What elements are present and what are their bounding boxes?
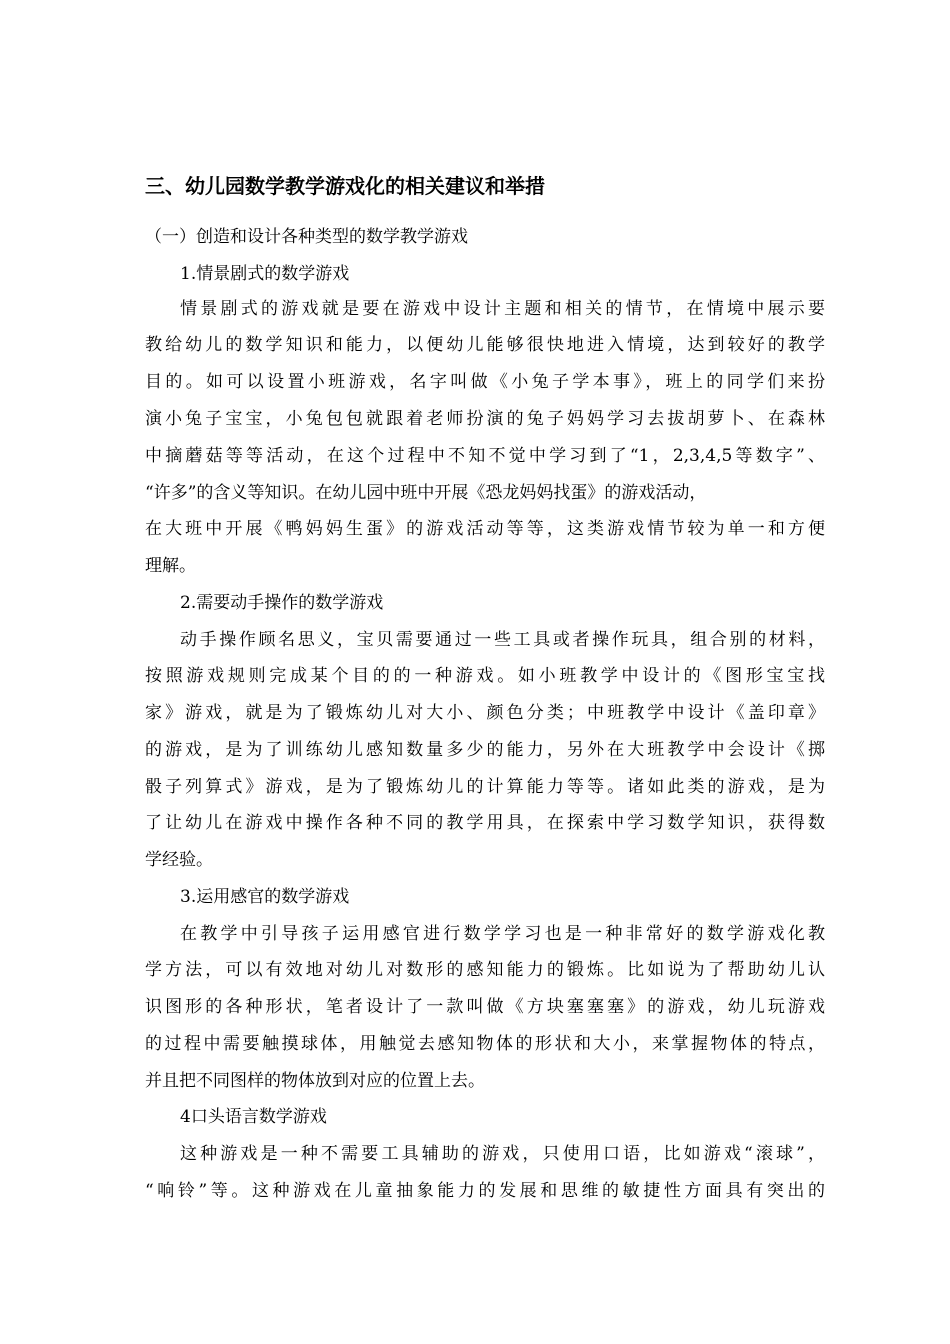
paragraph-line: 家》游戏，就是为了锻炼幼儿对大小、颜色分类；中班教学中设计《盖印章》 [145, 703, 825, 723]
paragraph-line: 这种游戏是一种不需要工具辅助的游戏，只使用口语，比如游戏“滚球”， [180, 1144, 825, 1164]
paragraph-line: 中摘蘑菇等等活动，在这个过程中不知不觉中学习到了“1，2,3,4,5等数字”、 [145, 446, 825, 466]
paragraph-line: 学经验。 [145, 850, 213, 870]
paragraph-line: 的过程中需要触摸球体，用触觉去感知物体的形状和大小，来掌握物体的特点， [145, 1034, 825, 1054]
paragraph-line: 在大班中开展《鸭妈妈生蛋》的游戏活动等等，这类游戏情节较为单一和方便 [145, 519, 825, 539]
paragraph-line: 学方法，可以有效地对幼儿对数形的感知能力的锻炼。比如说为了帮助幼儿认 [145, 960, 825, 980]
paragraph-line: 情景剧式的游戏就是要在游戏中设计主题和相关的情节，在情境中展示要 [180, 299, 825, 319]
paragraph-line: 目的。如可以设置小班游戏，名字叫做《小兔子学本事》，班上的同学们来扮 [145, 372, 825, 392]
paragraph-line: 的游戏，是为了训练幼儿感知数量多少的能力，另外在大班教学中会设计《掷 [145, 740, 825, 760]
paragraph-line: 识图形的各种形状，笔者设计了一款叫做《方块塞塞塞》的游戏，幼儿玩游戏 [145, 997, 825, 1017]
item-title: 2.需要动手操作的数学游戏 [180, 593, 384, 613]
paragraph-line: 按照游戏规则完成某个目的的一种游戏。如小班教学中设计的《图形宝宝找 [145, 666, 825, 686]
subsection-title: （一）创造和设计各种类型的数学教学游戏 [145, 227, 468, 247]
paragraph-line: 了让幼儿在游戏中操作各种不同的教学用具，在探索中学习数学知识，获得数 [145, 813, 825, 833]
paragraph-line: “响铃”等。这种游戏在儿童抽象能力的发展和思维的敏捷性方面具有突出的 [145, 1181, 825, 1201]
item-title: 1.情景剧式的数学游戏 [180, 264, 350, 284]
section-heading: 三、幼儿园数学教学游戏化的相关建议和举措 [145, 174, 545, 198]
item-title: 4口头语言数学游戏 [180, 1107, 327, 1127]
paragraph-line: 并且把不同图样的物体放到对应的位置上去。 [145, 1071, 485, 1091]
paragraph-line: 演小兔子宝宝，小兔包包就跟着老师扮演的兔子妈妈学习去拔胡萝卜、在森林 [145, 409, 825, 429]
paragraph-line: 在教学中引导孩子运用感官进行数学学习也是一种非常好的数学游戏化教 [180, 924, 825, 944]
paragraph-line: 教给幼儿的数学知识和能力，以便幼儿能够很快地进入情境，达到较好的教学 [145, 335, 825, 355]
paragraph-line: 理解。 [145, 556, 196, 576]
paragraph-line: “许多”的含义等知识。在幼儿园中班中开展《恐龙妈妈找蛋》的游戏活动， [145, 483, 707, 503]
item-title: 3.运用感官的数学游戏 [180, 887, 350, 907]
paragraph-line: 动手操作顾名思义，宝贝需要通过一些工具或者操作玩具，组合别的材料， [180, 630, 825, 650]
paragraph-line: 骰子列算式》游戏，是为了锻炼幼儿的计算能力等等。诸如此类的游戏，是为 [145, 777, 825, 797]
